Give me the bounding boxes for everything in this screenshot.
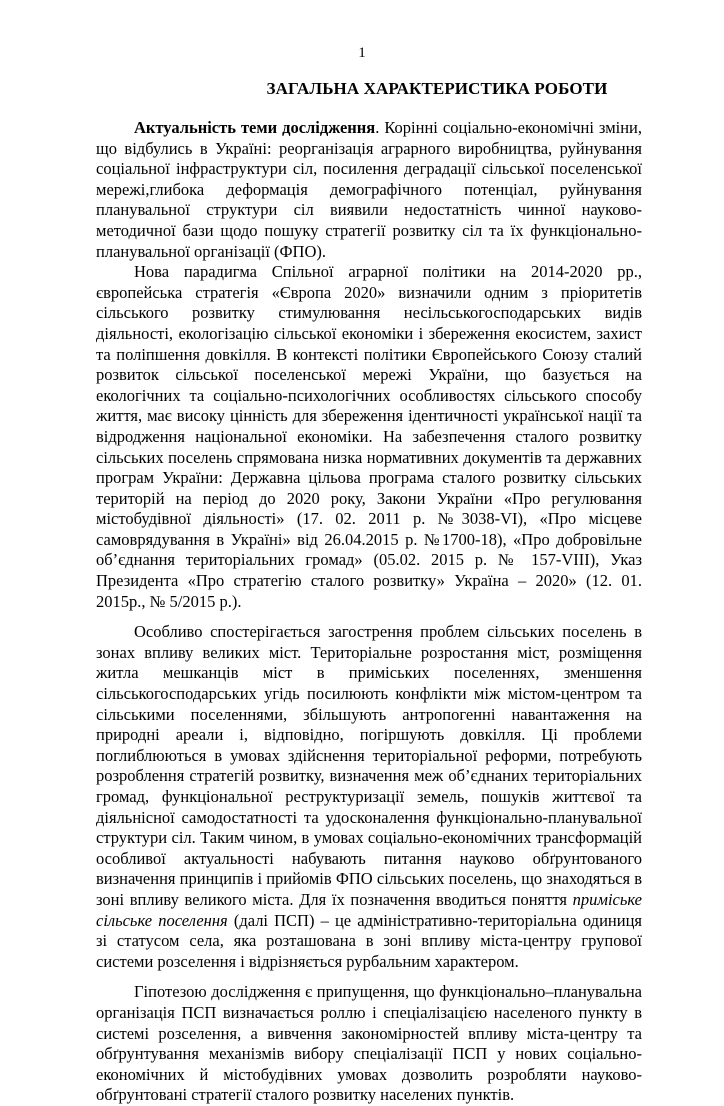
paragraph-hypothesis: Гіпотезою дослідження є припущення, що функціонально–планувальна організація ПСП визначається роллю і спеціалізацією населеного пункту в системі розселення, а вивчення закономірностей впливу міста-центру та обґрунтування механізмів вибору спеціалізації ПСП у нових соціально-економічних й містобудівних умовах дозволить розробляти науково-обґрунтовані стратегії сталого розвитку населених пунктів. <box>96 982 642 1105</box>
problems-text-b: (далі ПСП) – це адміністративно-територіальна одиниця зі статусом села, яка розташована в зоні впливу міста-центру групової системи розселення і відрізняється рурбальним характером. <box>96 910 642 971</box>
suburban-settlement-term: приміське сільське поселення <box>96 889 642 930</box>
paragraph-paradigm: Нова парадигма Спільної аграрної політики на 2014-2020 рр., європейська стратегія «Європа 2020» визначили одним з пріоритетів сільського розвитку стимулювання несільськогосподарських видів діяльності, екологізацію сільської економіки і збереження екосистем, захист та поліпшення довкілля. В контексті політики Європейського Союзу сталий розвиток сільської поселенської мережі України, що базується на екологічних та соціально-психологічних особливостях сільського способу життя, має високу цінність для збереження ідентичності української нації та відродження національної економіки. На забезпечення сталого розвитку сільських поселень спрямована низка нормативних документів та державних програм України: Державна цільова програма сталого розвитку сільських територій на період до 2020 року, Закони України «Про регулювання містобудівної діяльності» (17. 02. 2011 р. №3038-VI), «Про місцеве самоврядування в Україні» від 26.04.2015 р. №1700-18), «Про добровільне об’єднання територіальних громад» (05.02. 2015 р. № 157-VIII), Указ Президента «Про стратегію сталого розвитку» Україна – 2020» (12. 01. 2015р., № 5/2015 р.). <box>96 262 642 611</box>
problems-text-a: Особливо спостерігається загострення проблем сільських поселень в зонах впливу великих міст. Територіальне розростання міст, розміщення житла мешканців міст в приміських поселеннях, зменшення сільськогосподарських угідь посилюють конфлікти між містом-центром та сільськими поселеннями, збільшують антропогенні навантаження на природні ареали і, відповідно, погіршують довкілля. Ці проблеми поглиблюються в умовах здійснення територіальної реформи, потребують розроблення стратегій розвитку, визначення меж об’єднаних територіальних громад, функціональної реструктуризації земель, пошуків життєвої та діяльнісної самодостатності та удосконалення функціонально-планувальної структури сіл. Таким чином, в умовах соціально-економічних трансформацій особливої актуальності набувають питання науково обґрунтованого визначення принципів і прийомів ФПО сільських поселень, що знаходяться в зоні впливу великого міста. Для їх позначення вводиться поняття <box>96 622 642 909</box>
relevance-text: . Корінні соціально-економічні зміни, що відбулись в Україні: реорганізація аграрного виробництва, руйнування соціальної інфраструктури сіл, посилення деградації сільської поселенської мережі,глибока деформація демографічного потенціал, руйнування планувальної структури сіл виявили недостатність чинної науково-методичної бази щодо пошуку стратегії розвитку сіл та їх функціонально-планувальної організації (ФПО). <box>96 118 642 261</box>
paragraph-problems <box>96 622 642 972</box>
relevance-label: Актуальність теми дослідження <box>134 118 376 137</box>
page-title: ЗАГАЛЬНА ХАРАКТЕРИСТИКА РОБОТИ <box>266 79 608 98</box>
body-text <box>96 118 642 1106</box>
paragraph-relevance <box>96 118 642 262</box>
page-number: 1 <box>358 45 366 61</box>
